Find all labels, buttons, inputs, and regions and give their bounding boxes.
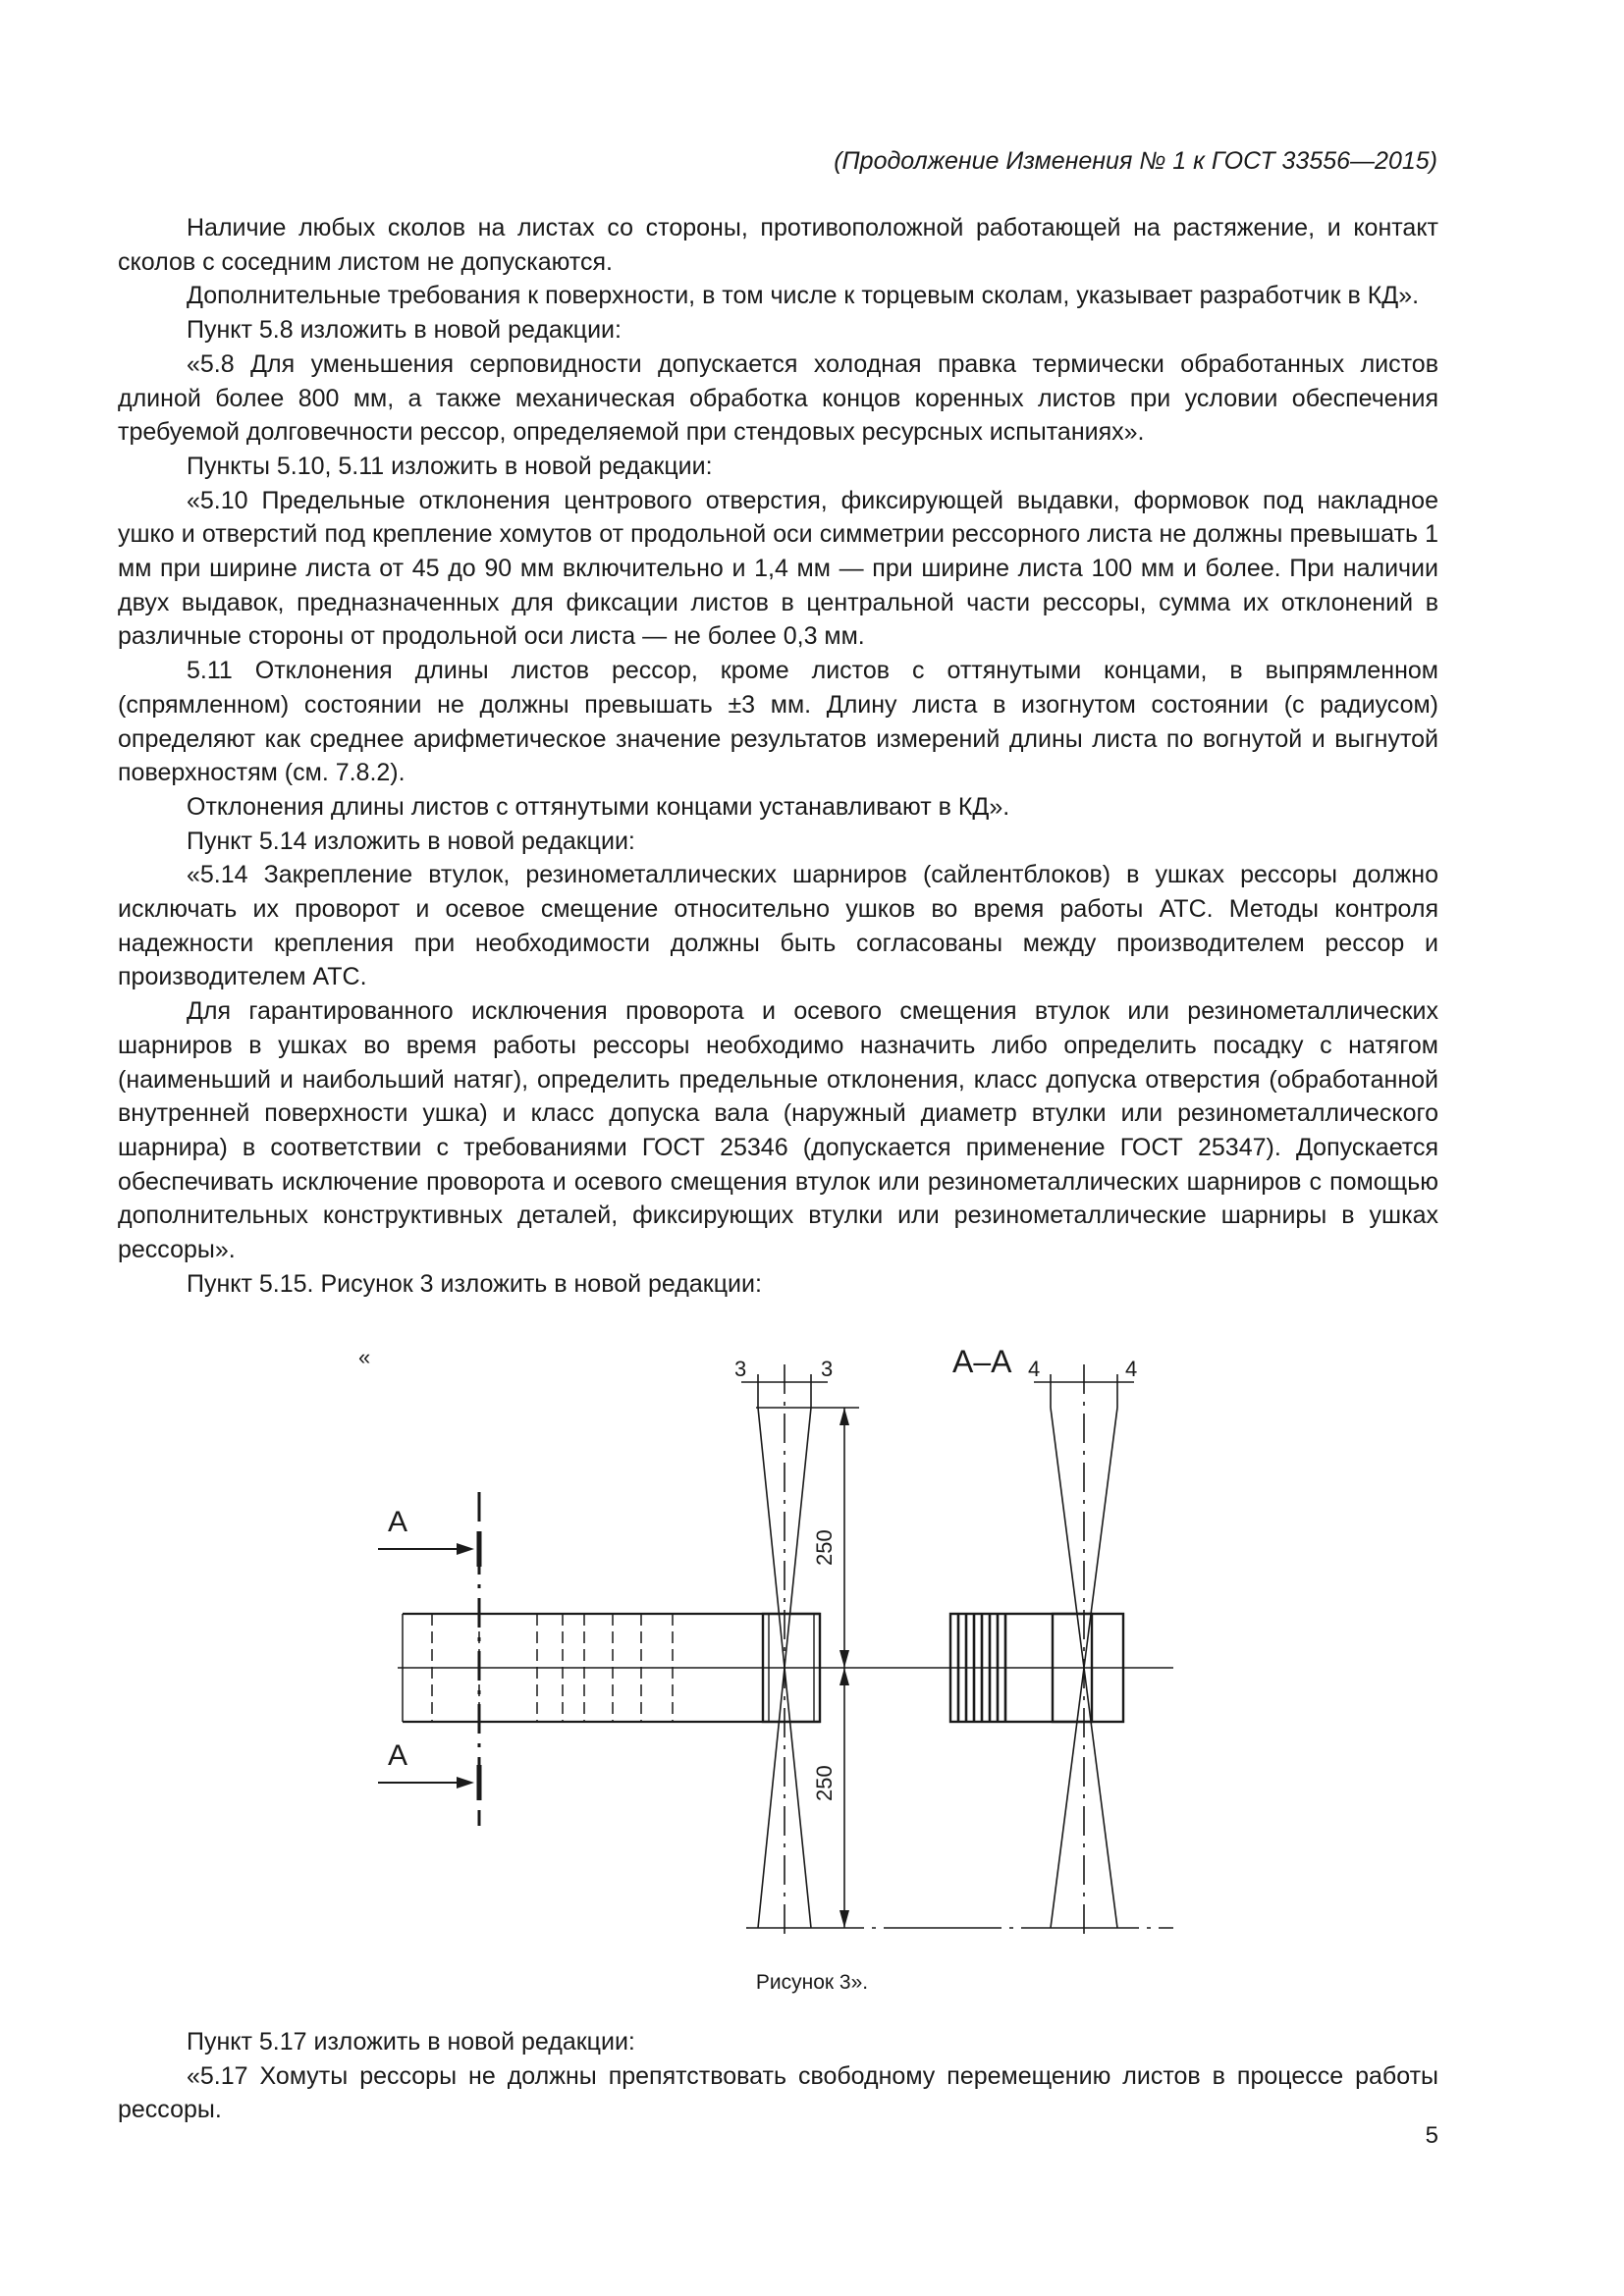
paragraph: Пункт 5.14 изложить в новой редакции: bbox=[187, 827, 635, 855]
dim-250-bottom: 250 bbox=[812, 1765, 837, 1801]
figure-open-quote: « bbox=[358, 1345, 371, 1369]
section-title: А–А bbox=[952, 1344, 1012, 1379]
dim-right-top bbox=[1028, 1357, 1137, 1382]
tail-text bbox=[118, 2025, 1438, 2127]
body-text bbox=[118, 211, 1438, 1302]
paragraph: «5.14 Закрепление втулок, резинометаллических шарниров (сайлентблоков) в ушках рессоры должно исключать их проворот и осевое смещение относительно ушков во время работы АТС. Методы контроля надежности крепления при необходимости должны быть согласованы между производителем рессор и производителем АТС. bbox=[118, 861, 1438, 991]
figure-3 bbox=[334, 1335, 1198, 1944]
paragraph: Пункты 5.10, 5.11 изложить в новой редакции: bbox=[187, 452, 713, 480]
paragraph: Для гарантированного исключения проворота и осевого смещения втулок или резинометаллических шарниров в ушках во время работы рессоры необходимо назначить либо определить посадку с натягом (наименьший и наибольший натяг), определить предельные отклонения, класс допуска отверстия (обработанной внутренней поверхности ушка) и класс допуска вала (наружный диаметр втулки или резинометаллического шарнира) в соответствии с требованиями ГОСТ 25346 (допускается применение ГОСТ 25347). Допускается обеспечивать исключение проворота и осевого смещения втулок или резинометаллических шарниров с помощью дополнительных конструктивных деталей, фиксирующих втулки или резинометаллические шарниры в ушках рессоры». bbox=[118, 997, 1438, 1264]
paragraph: Пункт 5.8 изложить в новой редакции: bbox=[187, 316, 622, 345]
tolerance-lines-right bbox=[1051, 1364, 1117, 1934]
paragraph: 5.11 Отклонения длины листов рессор, кроме листов с оттянутыми концами, в выпрямленном (спрямленном) состоянии не должны превышать ±3 мм. Длину листа в изогнутом состоянии (с радиусом) определяют как среднее арифметическое значение результатов измерений длины листа по вогнутой и выгнутой поверхностям (см. 7.8.2). bbox=[118, 657, 1438, 787]
section-arrow-bottom bbox=[378, 1739, 479, 1800]
dim-left-top bbox=[734, 1357, 833, 1382]
dim-250-top: 250 bbox=[812, 1529, 837, 1566]
section-arrow-top bbox=[378, 1506, 479, 1567]
paragraph: Наличие любых сколов на листах со стороны, противоположной работающей на растяжение, и контакт сколов с соседним листом не допускаются. bbox=[118, 214, 1438, 276]
svg-text:4: 4 bbox=[1125, 1357, 1138, 1381]
paragraph: «5.8 Для уменьшения серповидности допускается холодная правка термически обработанных листов длиной более 800 мм, а также механическая обработка концов коренных листов при условии обеспечения требуемой долговечности рессор, определяемой при стендовых ресурсных испытаниях». bbox=[118, 349, 1438, 447]
paragraph: Пункт 5.17 изложить в новой редакции: bbox=[187, 2028, 635, 2056]
svg-text:А: А bbox=[388, 1506, 408, 1538]
svg-text:3: 3 bbox=[734, 1357, 747, 1381]
paragraph: Отклонения длины листов с оттянутыми концами устанавливают в КД». bbox=[187, 792, 1010, 821]
paragraph: «5.17 Хомуты рессоры не должны препятствовать свободному перемещению листов в процессе работы рессоры. bbox=[118, 2061, 1438, 2124]
svg-text:А: А bbox=[388, 1739, 408, 1772]
figure-3-drawing bbox=[334, 1335, 1198, 1944]
tolerance-lines-left bbox=[758, 1364, 811, 1934]
side-view bbox=[403, 1492, 820, 1826]
page-number: 5 bbox=[1425, 2122, 1438, 2149]
svg-text:3: 3 bbox=[821, 1357, 834, 1381]
figure-caption: Рисунок 3». bbox=[755, 1971, 869, 1994]
paragraph: Пункт 5.15. Рисунок 3 изложить в новой редакции: bbox=[187, 1269, 762, 1298]
paragraph: «5.10 Предельные отклонения центрового отверстия, фиксирующей выдавки, формовок под накладное ушко и отверстий под крепление хомутов от продольной оси симметрии рессорного листа не должны превышать 1 мм при ширине листа от 45 до 90 мм включительно и 1,4 мм — при ширине листа 100 мм и более. При наличии двух выдавок, предназначенных для фиксации листов в центральной части рессоры, сумма их отклонений в различные стороны от продольной оси листа — не более 0,3 мм. bbox=[118, 486, 1438, 651]
svg-text:4: 4 bbox=[1028, 1357, 1041, 1381]
running-header: (Продолжение Изменения № 1 к ГОСТ 33556—2015) bbox=[834, 147, 1437, 175]
paragraph: Дополнительные требования к поверхности, в том числе к торцевым сколам, указывает разработчик в КД». bbox=[187, 282, 1420, 310]
